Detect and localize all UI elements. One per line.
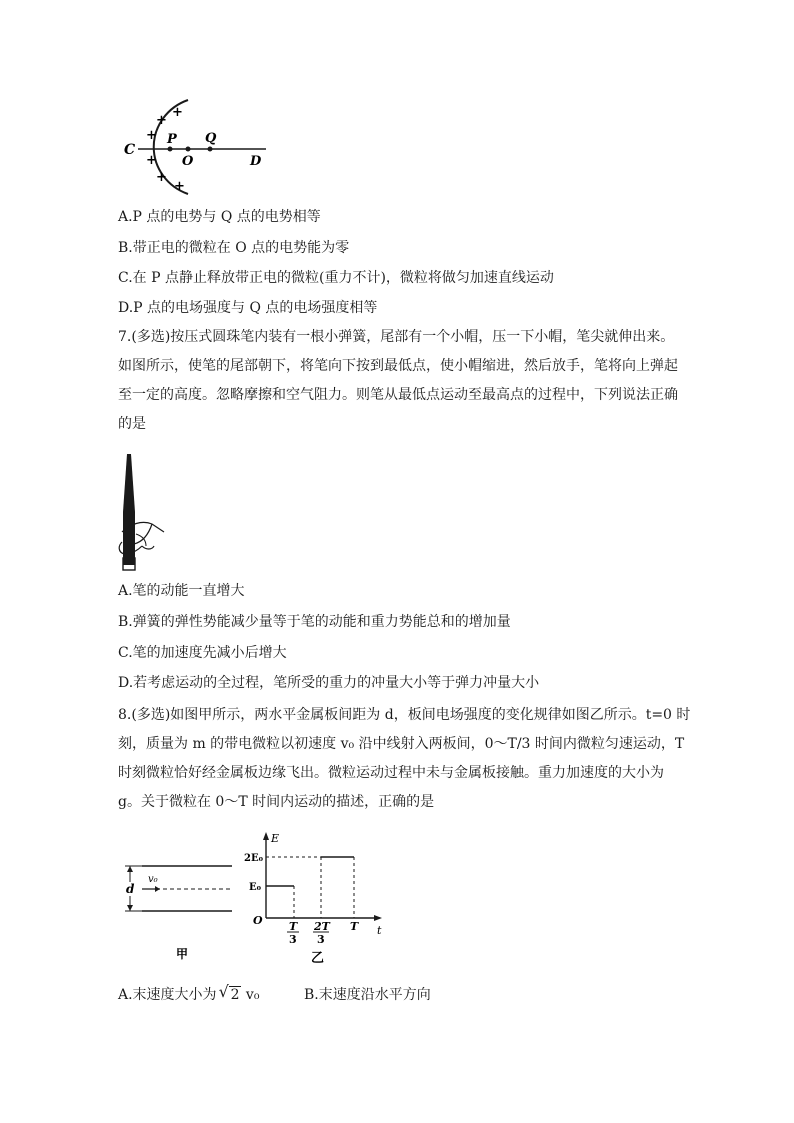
q7-option-c: C.笔的加速度先减小后增大 — [118, 645, 287, 661]
sqrt-symbol: √ 2 — [218, 982, 240, 1003]
tick-t: T — [350, 920, 359, 933]
figure-jia-plates — [120, 856, 245, 966]
level-label-e0: E₀ — [249, 882, 262, 893]
tick-2t3-num: 2T — [314, 920, 330, 933]
plus-sign: + — [172, 105, 183, 120]
q6-option-d: D.P 点的电场强度与 Q 点的电场强度相等 — [118, 300, 378, 316]
q8-stem-line: g。关于微粒在 0～T 时间内运动的描述，正确的是 — [118, 794, 435, 810]
q8-stem-line: 时刻微粒恰好经金属板边缘飞出。微粒运动过程中未与金属板接触。重力加速度的大小为 — [118, 765, 664, 781]
sqrt-radicand: 2 — [230, 987, 240, 1003]
charged-arc-figure — [118, 92, 278, 202]
plus-sign: + — [146, 128, 157, 143]
pen-body — [123, 454, 135, 565]
q8-stem-line: 刻，质量为 m 的带电微粒以初速度 v₀ 沿中线射入两板间，0～T/3 时间内微粒匀速运动，T — [118, 736, 685, 752]
q8-option-a-suffix: v₀ — [241, 987, 260, 1003]
q8-stem — [118, 701, 691, 817]
q8-option-b: B.末速度沿水平方向 — [304, 987, 431, 1003]
caption-yi: 乙 — [311, 951, 325, 966]
point-q — [208, 147, 213, 152]
label-d: d — [126, 882, 135, 896]
axis-label-e: E — [271, 832, 280, 845]
q6-option-a: A.P 点的电势与 Q 点的电势相等 — [118, 209, 321, 225]
q8-stem-line: 8.(多选)如图甲所示，两水平金属板间距为 d，板间电场强度的变化规律如图乙所示。t=0 时 — [118, 707, 691, 723]
q8-option-a — [118, 982, 260, 1005]
origin-label: O — [253, 914, 263, 927]
q7-stem — [118, 323, 678, 439]
tick-t3-num: T — [289, 920, 298, 933]
q7-option-b: B.弹簧的弹性势能减少量等于笔的动能和重力势能总和的增加量 — [118, 614, 511, 630]
level-label-2e0: 2E₀ — [244, 853, 263, 864]
hand-finger — [136, 534, 146, 546]
q7-stem-line: 的是 — [118, 416, 146, 432]
label-q: Q — [205, 131, 217, 146]
pen-hand-figure — [112, 450, 172, 575]
q8-option-a-prefix: A.末速度大小为 — [118, 987, 217, 1003]
plus-sign: + — [156, 113, 167, 128]
plus-sign: + — [156, 170, 167, 185]
axis-label-t: t — [377, 924, 382, 937]
q7-stem-line: 7.(多选)按压式圆珠笔内装有一根小弹簧，尾部有一个小帽，压一下小帽，笔尖就伸出来。 — [118, 329, 675, 345]
plus-sign: + — [146, 153, 157, 168]
q6-option-b: B.带正电的微粒在 O 点的电势能为零 — [118, 240, 350, 256]
figure-yi-graph — [243, 828, 393, 973]
label-c: C — [124, 142, 136, 158]
label-d: D — [250, 154, 262, 169]
q7-option-a: A.笔的动能一直增大 — [118, 583, 245, 599]
point-p — [168, 147, 173, 152]
tick-2t3-den: 3 — [317, 933, 325, 946]
label-p: P — [167, 132, 177, 147]
tick-t3-den: 3 — [289, 933, 297, 946]
label-o: O — [182, 154, 194, 169]
plus-sign: + — [174, 179, 185, 194]
q6-option-c: C.在 P 点静止释放带正电的微粒(重力不计)，微粒将做匀加速直线运动 — [118, 270, 554, 286]
q7-stem-line: 至一定的高度。忽略摩擦和空气阻力。则笔从最低点运动至最高点的过程中，下列说法正确 — [118, 387, 678, 403]
caption-jia: 甲 — [176, 947, 189, 961]
label-v0: v₀ — [148, 874, 158, 885]
q7-option-d: D.若考虑运动的全过程，笔所受的重力的冲量大小等于弹力冲量大小 — [118, 675, 540, 691]
point-o — [186, 147, 191, 152]
q7-stem-line: 如图所示，使笔的尾部朝下，将笔向下按到最低点，使小帽缩进，然后放手，笔将向上弹起 — [118, 358, 678, 374]
